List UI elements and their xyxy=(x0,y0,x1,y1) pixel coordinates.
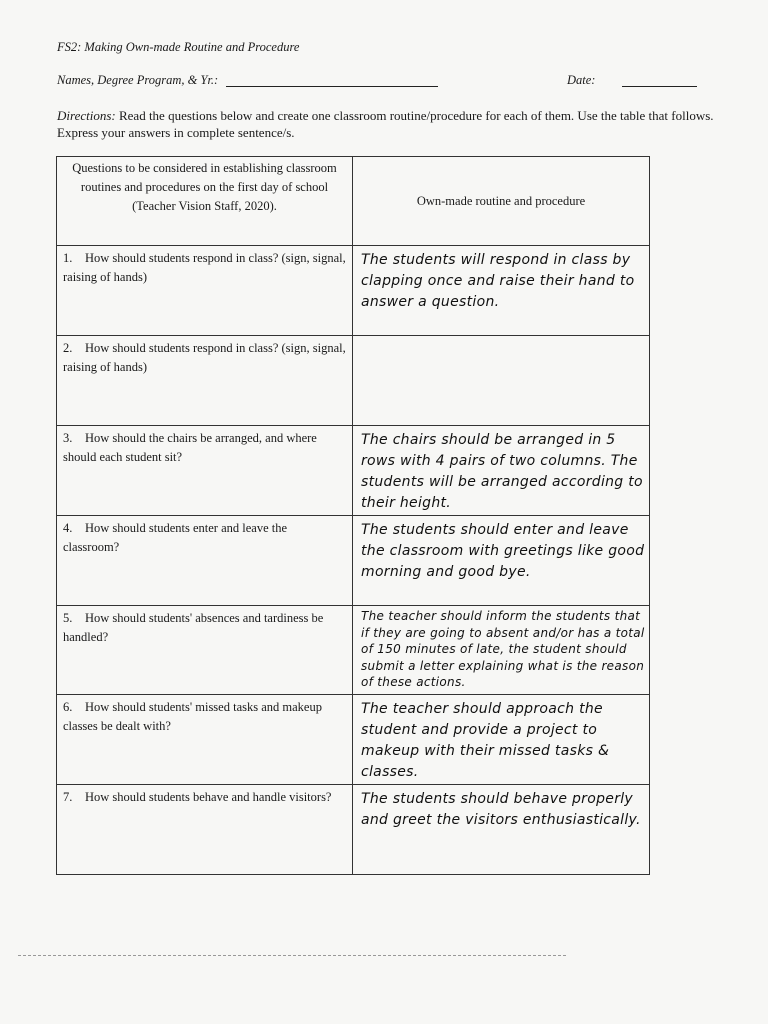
table-row xyxy=(57,516,650,606)
question-number: 7. xyxy=(63,790,73,804)
table-row xyxy=(57,695,650,785)
question-number: 3. xyxy=(63,431,73,445)
table-header-row xyxy=(57,157,650,246)
names-blank-line xyxy=(226,86,438,87)
question-text: How should students enter and leave the classroom? xyxy=(63,521,288,554)
question-cell xyxy=(57,516,353,606)
question-cell xyxy=(57,606,353,695)
question-text: How should students respond in class? (sign, signal, raising of hands) xyxy=(63,341,346,374)
answer-cell[interactable]: The teacher should approach the student and provide a project to makeup with their missed tasks & classes. xyxy=(353,695,650,785)
directions-label: Directions: xyxy=(57,108,116,123)
answer-cell[interactable]: The students should enter and leave the classroom with greetings like good morning and good bye. xyxy=(353,516,650,606)
question-text: How should students' missed tasks and makeup classes be dealt with? xyxy=(63,700,322,733)
directions-paragraph xyxy=(57,107,757,141)
date-blank-line xyxy=(622,86,697,87)
routine-table xyxy=(56,156,650,875)
footer-divider xyxy=(18,955,566,956)
question-number: 4. xyxy=(63,521,73,535)
answer-cell[interactable]: The students should behave properly and greet the visitors enthusiastically. xyxy=(353,785,650,875)
question-cell xyxy=(57,336,353,426)
question-number: 2. xyxy=(63,341,73,355)
answer-cell[interactable] xyxy=(353,336,650,426)
question-number: 6. xyxy=(63,700,73,714)
table-row xyxy=(57,785,650,875)
question-text: How should the chairs be arranged, and where should each student sit? xyxy=(63,431,317,464)
table-row xyxy=(57,426,650,516)
question-text: How should students' absences and tardiness be handled? xyxy=(63,611,324,644)
table-row xyxy=(57,336,650,426)
question-text: How should students behave and handle visitors? xyxy=(85,790,332,804)
question-text: How should students respond in class? (sign, signal, raising of hands) xyxy=(63,251,346,284)
answer-cell[interactable]: The students will respond in class by clapping once and raise their hand to answer a question. xyxy=(353,246,650,336)
question-cell xyxy=(57,695,353,785)
header-questions: Questions to be considered in establishing classroom routines and procedures on the first day of school (Teacher Vision Staff, 2020). xyxy=(57,157,353,246)
page-title: FS2: Making Own-made Routine and Procedure xyxy=(57,40,300,54)
table-row xyxy=(57,246,650,336)
names-label: Names, Degree Program, & Yr.: xyxy=(57,73,219,87)
answer-cell[interactable]: The teacher should inform the students that if they are going to absent and/or has a total of 150 minutes of late, the student should submit a letter explaining what is the reason of these actions. xyxy=(353,606,650,695)
directions-text: Read the questions below and create one classroom routine/procedure for each of them. Use the table that follows. Express your answers in complete sentence/s. xyxy=(57,108,714,140)
question-cell xyxy=(57,785,353,875)
question-number: 5. xyxy=(63,611,73,625)
header-answers: Own-made routine and procedure xyxy=(353,157,650,246)
question-cell xyxy=(57,426,353,516)
table-row xyxy=(57,606,650,695)
answer-cell[interactable]: The chairs should be arranged in 5 rows with 4 pairs of two columns. The students will be arranged according to their height. xyxy=(353,426,650,516)
question-cell xyxy=(57,246,353,336)
date-label: Date: xyxy=(567,73,596,87)
question-number: 1. xyxy=(63,251,73,265)
